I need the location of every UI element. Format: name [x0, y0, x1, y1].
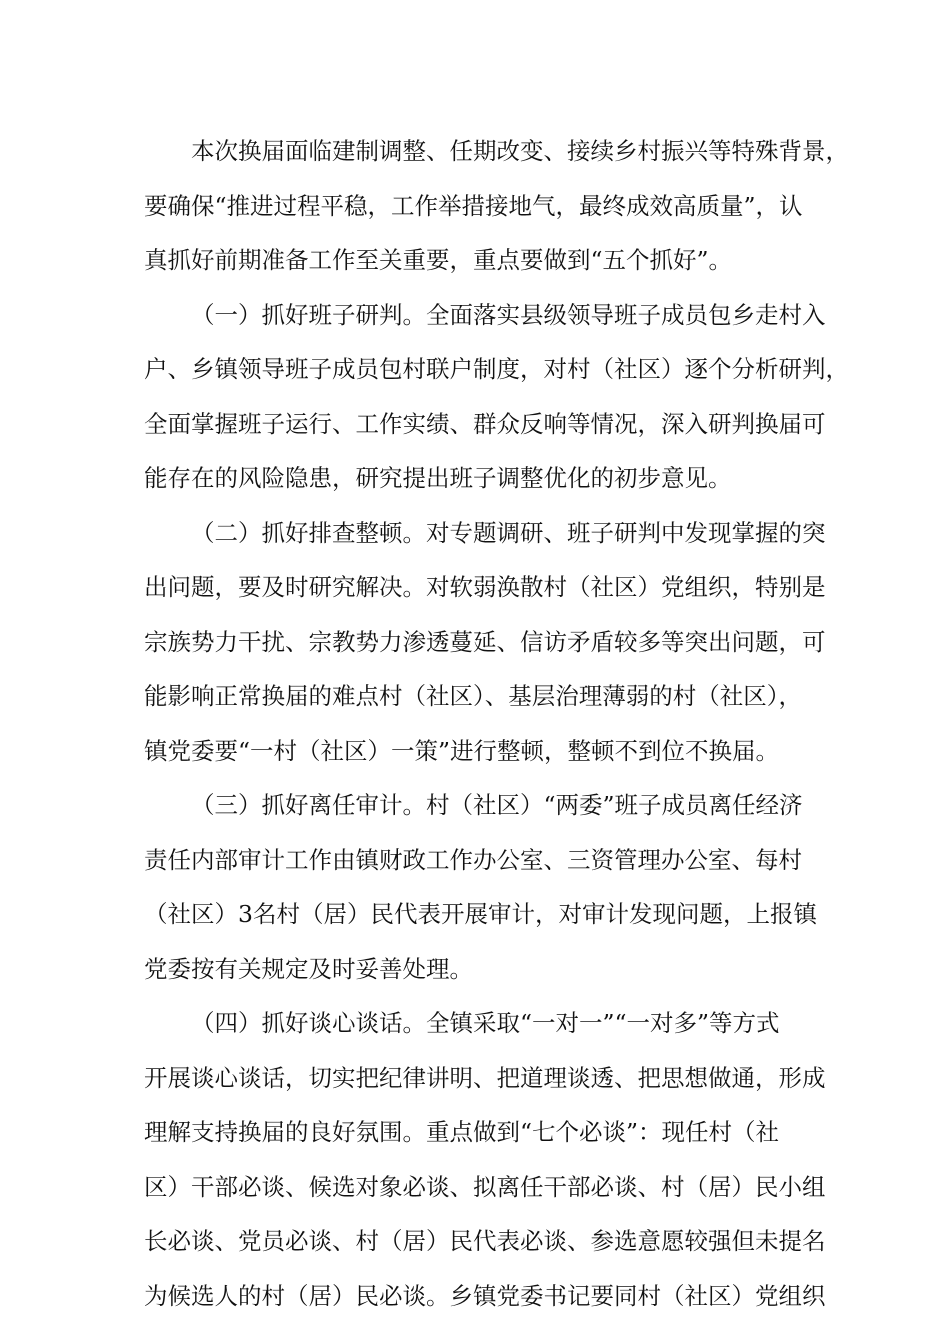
paragraph-intro-line-1: 本次换届面临建制调整、任期改变、接续乡村振兴等特殊背景， — [191, 137, 849, 165]
paragraph-1-line-4: 能存在的风险隐患，研究提出班子调整优化的初步意见。 — [144, 464, 732, 492]
paragraph-2-line-5: 镇党委要“一村（社区）一策”进行整顿，整顿不到位不换届。 — [144, 736, 780, 765]
paragraph-1-line-3: 全面掌握班子运行、工作实绩、群众反响等情况，深入研判换届可 — [144, 409, 826, 438]
paragraph-2-line-3: 宗族势力干扰、宗教势力渗透蔓延、信访矛盾较多等突出问题，可 — [144, 627, 826, 656]
paragraph-3-line-1: （三）抓好离任审计。村（社区）“两委”班子成员离任经济 — [191, 791, 803, 819]
paragraph-intro-line-2: 要确保“推进过程平稳，工作举措接地气，最终成效高质量”，认 — [144, 191, 803, 220]
paragraph-1-line-1: （一）抓好班子研判。全面落实县级领导班子成员包乡走村入 — [191, 300, 826, 329]
paragraph-2-line-2: 出问题，要及时研究解决。对软弱涣散村（社区）党组织，特别是 — [144, 573, 826, 601]
paragraph-intro-line-3: 真抓好前期准备工作至关重要，重点要做到“五个抓好”。 — [144, 246, 733, 274]
paragraph-4-line-5: 长必谈、党员必谈、村（居）民代表必谈、参选意愿较强但未提名 — [144, 1227, 826, 1255]
paragraph-2-line-4: 能影响正常换届的难点村（社区）、基层治理薄弱的村（社区）， — [144, 682, 802, 710]
paragraph-4-line-4: 区）干部必谈、候选对象必谈、拟离任干部必谈、村（居）民小组 — [144, 1172, 826, 1201]
paragraph-4-line-3: 理解支持换届的良好氛围。重点做到“七个必谈”：现任村（社 — [144, 1118, 780, 1146]
document-body — [144, 131, 849, 1330]
paragraph-2-line-1: （二）抓好排查整顿。对专题调研、班子研判中发现掌握的突 — [191, 518, 826, 547]
paragraph-3-line-4: 党委按有关规定及时妥善处理。 — [144, 954, 473, 983]
paragraph-4-line-6: 为候选人的村（居）民必谈。乡镇党委书记要同村（社区）党组织 — [144, 1281, 826, 1310]
paragraph-4-line-1: （四）抓好谈心谈话。全镇采取“一对一”“一对多”等方式 — [191, 1009, 780, 1037]
paragraph-1-line-2: 户、乡镇领导班子成员包村联户制度，对村（社区）逐个分析研判， — [144, 355, 849, 383]
paragraph-3-line-3: （社区）3名村（居）民代表开展审计，对审计发现问题，上报镇 — [144, 900, 817, 928]
paragraph-4-line-2: 开展谈心谈话，切实把纪律讲明、把道理谈透、把思想做通，形成 — [144, 1063, 826, 1092]
paragraph-3-line-2: 责任内部审计工作由镇财政工作办公室、三资管理办公室、每村 — [144, 845, 802, 874]
